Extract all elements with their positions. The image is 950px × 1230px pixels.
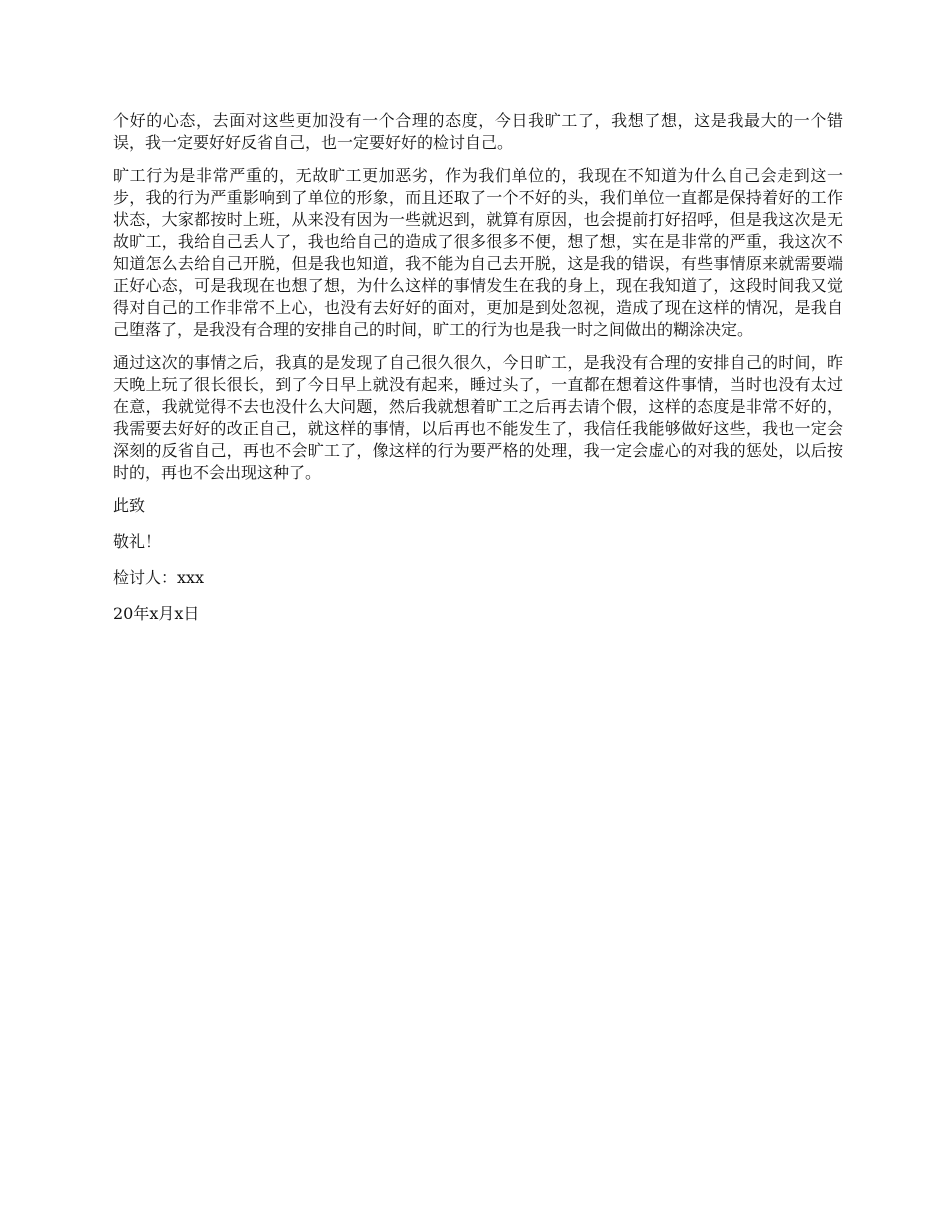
paragraph-2: 旷工行为是非常严重的，无故旷工更加恶劣，作为我们单位的，我现在不知道为什么自己会走到这一步，我的行为严重影响到了单位的形象，而且还取了一个不好的头，我们单位一直都是保持着好的工作状态，大家都按时上班，从来没有因为一些就迟到，就算有原因，也会提前打好招呼，但是我这次是无故旷工，我给自己丢人了，我也给自己的造成了很多很多不便，想了想，实在是非常的严重，我这次不知道怎么去给自己开脱，但是我也知道，我不能为自己去开脱，这是我的错误，有些事情原来就需要端正好心态，可是我现在也想了想，为什么这样的事情发生在我的身上，现在我知道了，这段时间我又觉得对自己的工作非常不上心，也没有去好好的面对，更加是到处忽视，造成了现在这样的情况，是我自己堕落了，是我没有合理的安排自己的时间，旷工的行为也是我一时之间做出的糊涂决定。 xyxy=(113,166,843,339)
signature-line: 检讨人：xxx xyxy=(113,568,205,587)
closing-line: 此致 xyxy=(113,496,146,515)
salutation-line: 敬礼！ xyxy=(113,532,162,551)
document-page xyxy=(113,110,843,639)
paragraph-1: 个好的心态，去面对这些更加没有一个合理的态度，今日我旷工了，我想了想，这是我最大的一个错误，我一定要好好反省自己，也一定要好好的检讨自己。 xyxy=(113,111,843,152)
paragraph-3: 通过这次的事情之后，我真的是发现了自己很久很久，今日旷工，是我没有合理的安排自己的时间，昨天晚上玩了很长很长，到了今日早上就没有起来，睡过头了，一直都在想着这件事情，当时也没有太过在意，我就觉得不去也没什么大问题，然后我就想着旷工之后再去请个假，这样的态度是非常不好的，我需要去好好的改正自己，就这样的事情，以后再也不能发生了，我信任我能够做好这些，我也一定会深刻的反省自己，再也不会旷工了，像这样的行为要严格的处理，我一定会虚心的对我的惩处，以后按时的，再也不会出现这种了。 xyxy=(113,353,843,482)
date-line: 20年x月x日 xyxy=(113,604,200,623)
